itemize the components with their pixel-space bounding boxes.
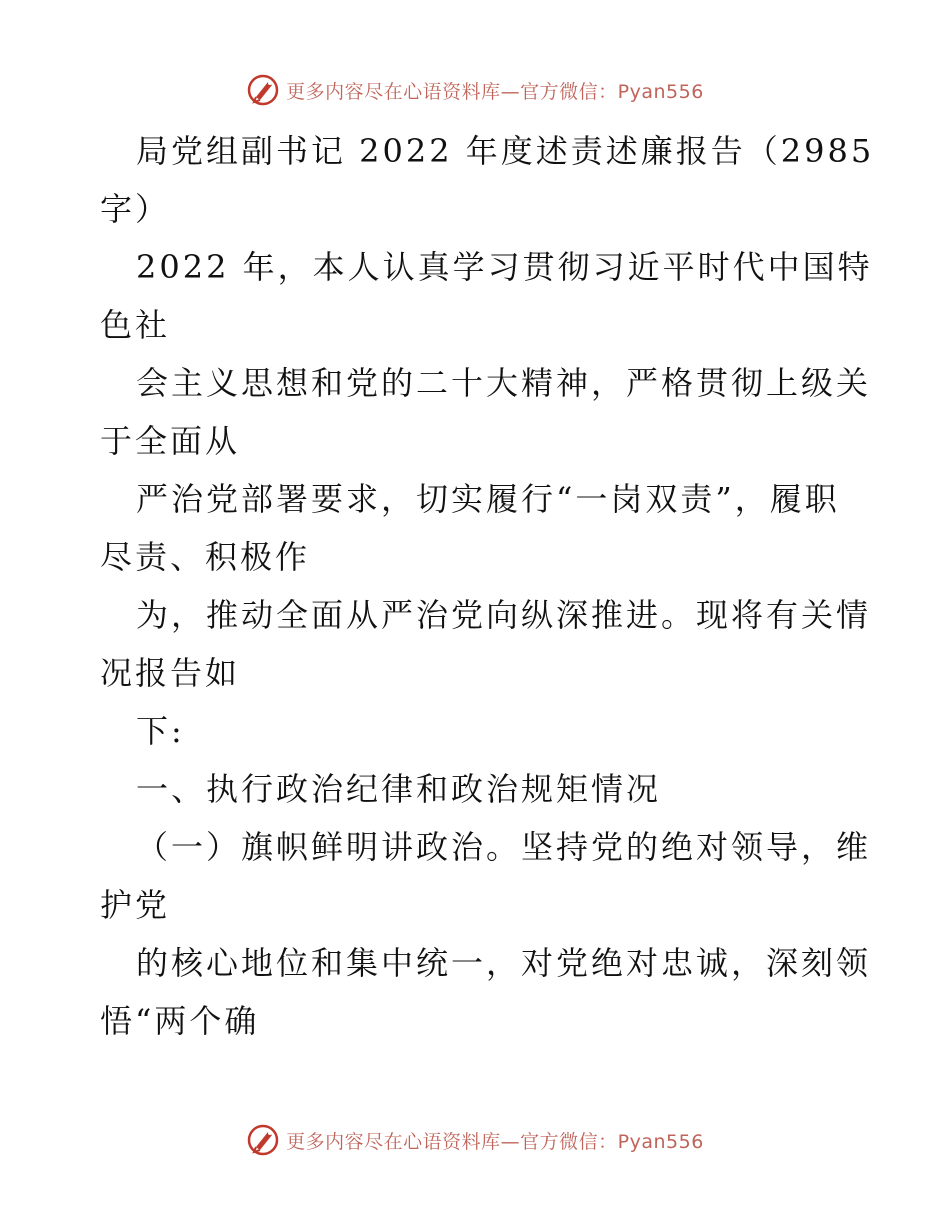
watermark-text: 更多内容尽在心语资料库—官方微信：Pyan556 — [286, 80, 704, 103]
text-line: 下: — [136, 712, 185, 750]
text-line: 况报告如 — [100, 654, 241, 692]
pen-logo-icon — [246, 1123, 280, 1157]
text-line: 尽责、积极作 — [100, 538, 311, 576]
document-body — [100, 122, 875, 1050]
text-line: 于全面从 — [100, 422, 241, 460]
footer-watermark — [0, 1120, 950, 1160]
text-line: 局党组副书记 2022 年度述责述廉报告（2985 — [136, 132, 875, 170]
text-line: 字） — [100, 190, 171, 228]
header-watermark — [0, 70, 950, 110]
text-line: 色社 — [100, 306, 171, 344]
watermark-group — [246, 1123, 704, 1157]
text-line: 严治党部署要求，切实履行“一岗双责”，履职 — [136, 480, 840, 518]
text-line: 悟“两个确 — [100, 1002, 260, 1040]
text-line: （一）旗帜鲜明讲政治。坚持党的绝对领导，维 — [136, 828, 872, 866]
text-line: 的核心地位和集中统一，对党绝对忠诚，深刻领 — [136, 944, 872, 982]
text-line: 护党 — [100, 886, 171, 924]
text-line: 2022 年，本人认真学习贯彻习近平时代中国特 — [136, 248, 873, 286]
text-line: 一、执行政治纪律和政治规矩情况 — [136, 770, 662, 808]
text-line: 会主义思想和党的二十大精神，严格贯彻上级关 — [136, 364, 872, 402]
watermark-group — [246, 73, 704, 107]
watermark-text: 更多内容尽在心语资料库—官方微信：Pyan556 — [286, 1130, 704, 1153]
text-line: 为，推动全面从严治党向纵深推进。现将有关情 — [136, 596, 872, 634]
pen-logo-icon — [246, 73, 280, 107]
